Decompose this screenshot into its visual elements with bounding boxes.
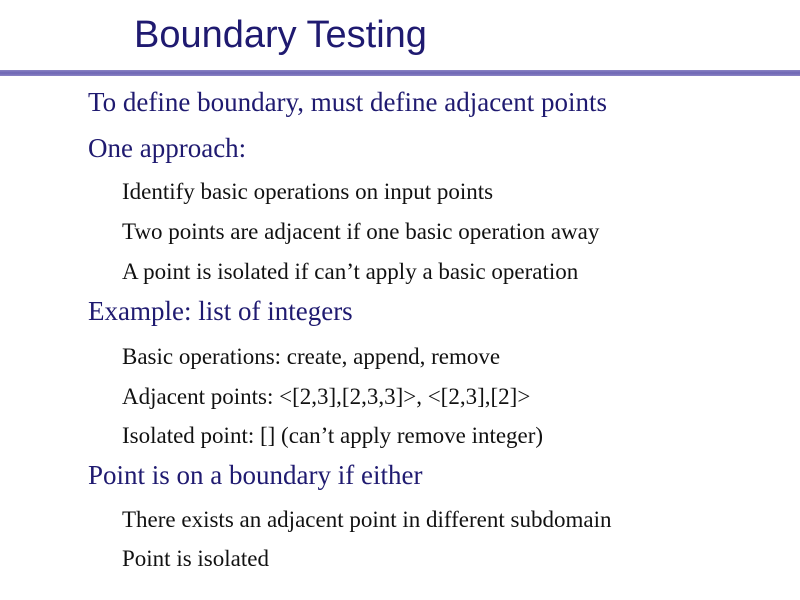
sub-bullet-adjacent-different-subdomain: There exists an adjacent point in different subdomain [122,507,612,532]
bullet-boundary-condition: Point is on a boundary if either [88,460,423,490]
sub-bullet-adjacent-points: Two points are adjacent if one basic operation away [122,219,600,244]
sub-bullet-adjacent-example: Adjacent points: <[2,3],[2,3,3]>, <[2,3],[2]> [122,384,531,409]
title-divider [0,70,800,76]
sub-bullet-isolated-example: Isolated point: [] (can’t apply remove integer) [122,423,544,448]
sub-bullet-basic-operations: Basic operations: create, append, remove [122,344,501,369]
sub-bullet-point-isolated: Point is isolated [122,546,269,571]
slide-title: Boundary Testing [134,14,427,56]
sub-bullet-isolated-point: A point is isolated if can’t apply a basic operation [122,259,579,284]
bullet-one-approach: One approach: [88,133,247,163]
bullet-define-boundary: To define boundary, must define adjacent points [88,87,607,117]
bullet-example: Example: list of integers [88,296,353,326]
sub-bullet-identify-operations: Identify basic operations on input points [122,179,494,204]
